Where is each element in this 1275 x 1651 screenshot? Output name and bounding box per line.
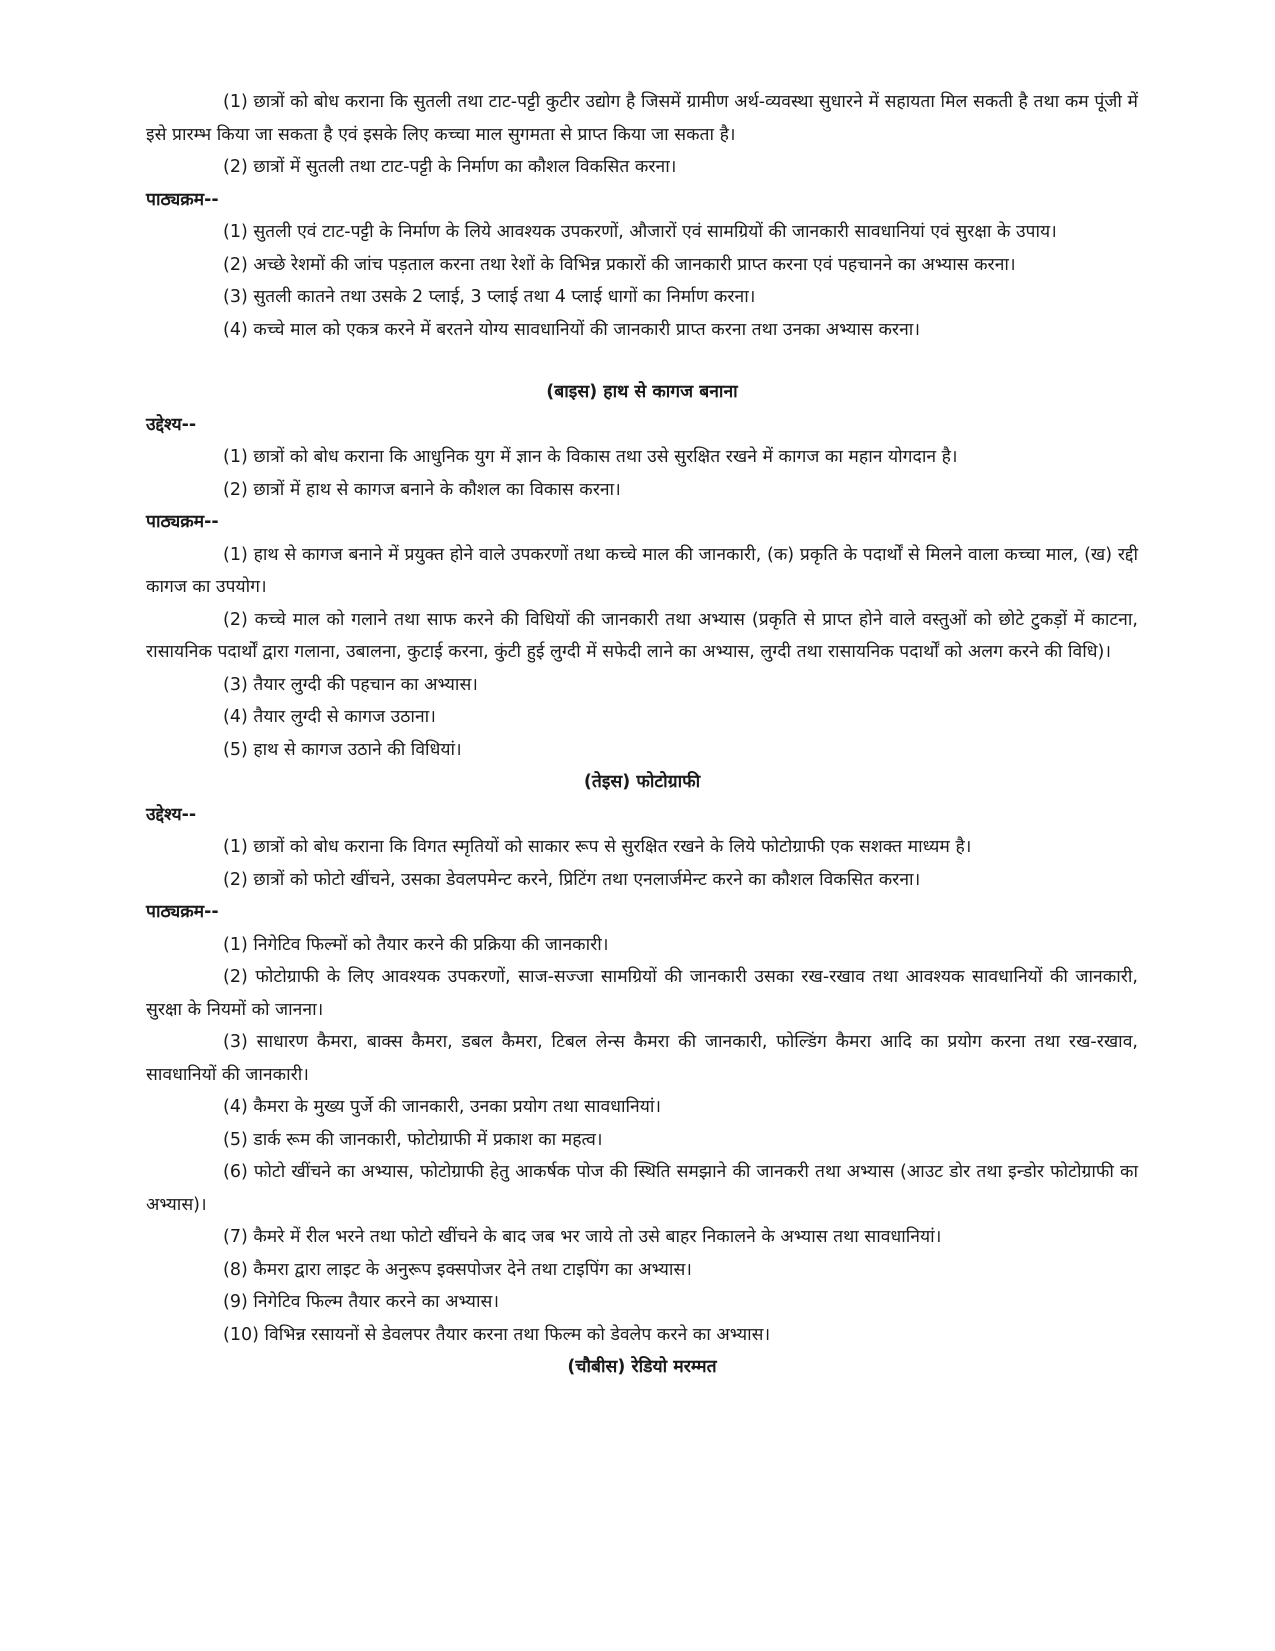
syllabus-label: पाठ्यक्रम-- [146,189,219,210]
section-spacer [146,346,1138,376]
syllabus-item: (3) सुतली कातने तथा उसके 2 प्लाई, 3 प्लाई तथा 4 प्लाई धागों का निर्माण करना। [223,287,756,307]
syllabus-item: (2) फोटोग्राफी के लिए आवश्यक उपकरणों, साज-सज्जा सामग्रियों की जानकारी उसका रख-रखाव तथा आवश्यक सावधानियों की जानकारी, सुरक्षा के नियमों को जानना। [146,967,1138,1020]
syllabus-item: (10) विभिन्न रसायनों से डेवलपर तैयार करना तथा फिल्म को डेवलेप करने का अभ्यास। [223,1324,771,1345]
objective-item: (1) छात्रों को बोध कराना कि आधुनिक युग में ज्ञान के विकास तथा उसे सुरक्षित रखने में कागज का महान योगदान है। [223,447,958,467]
objective-item: (2) छात्रों में हाथ से कागज बनाने के कौशल का विकास करना। [223,479,621,500]
syllabus-item: (9) निगेटिव फिल्म तैयार करने का अभ्यास। [223,1292,499,1312]
section-title: (तेइस) फोटोग्राफी [583,772,701,792]
syllabus-item: (2) कच्चे माल को गलाने तथा साफ करने की विधियों की जानकारी तथा अभ्यास (प्रकृति से प्राप्त होने वाले वस्तुओं को छोटे टुकड़ों में काटना, रासायनिक पदार्थों द्वारा गलाना, उबालना, कुटाई करना, कुंटी हुई लुग्दी में सफेदी लाने का अभ्यास, लुग्दी तथा रासायनिक पदार्थों को अलग करने की विधि)। [146,609,1138,662]
objective-item: (2) छात्रों को फोटो खींचने, उसका डेवलपमेन्ट करने, प्रिटिंग तथा एनलार्जमेन्ट करने का कौशल विकसित करना। [223,869,921,890]
syllabus-item: (4) तैयार लुग्दी से कागज उठाना। [223,707,436,727]
syllabus-item: (4) कैमरा के मुख्य पुर्जे की जानकारी, उनका प्रयोग तथा सावधानियां। [223,1097,662,1117]
syllabus-item: (5) डार्क रूम की जानकारी, फोटोग्राफी में प्रकाश का महत्व। [223,1129,603,1150]
syllabus-label: पाठ्यक्रम-- [146,512,219,532]
syllabus-item: (3) साधारण कैमरा, बाक्स कैमरा, डबल कैमरा, टिबल लेन्स कैमरा की जानकारी, फोल्डिंग कैमरा आदि का प्रयोग करना तथा रख-रखाव, सावधानियों की जानकारी। [146,1032,1138,1085]
objective-item: (1) छात्रों को बोध कराना कि विगत स्मृतियों को साकार रूप से सुरक्षित रखने के लिये फोटोग्राफी एक सशक्त माध्यम है। [223,837,972,857]
syllabus-item: (4) कच्चे माल को एकत्र करने में बरतने योग्य सावधानियों की जानकारी प्राप्त करना तथा उनका अभ्यास करना। [223,319,920,340]
syllabus-item: (1) निगेटिव फिल्मों को तैयार करने की प्रक्रिया की जानकारी। [223,934,609,955]
syllabus-label: पाठ्यक्रम-- [146,902,219,922]
syllabus-item: (8) कैमरा द्वारा लाइट के अनुरूप इक्सपोजर देने तथा टाइपिंग का अभ्यास। [223,1259,692,1280]
objectives-label: उद्देश्य-- [146,414,197,435]
syllabus-item: (1) हाथ से कागज बनाने में प्रयुक्त होने वाले उपकरणों तथा कच्चे माल की जानकारी, (क) प्रकृति के पदार्थों से मिलने वाला कच्चा माल, (ख) रद्दी कागज का उपयोग। [146,544,1138,597]
syllabus-item: (7) कैमरे में रील भरने तथा फोटो खींचने के बाद जब भर जाये तो उसे बाहर निकालने के अभ्यास तथा सावधानियां। [223,1227,942,1247]
section-title: (चौबीस) रेडियो मरम्मत [567,1357,717,1377]
objective-item: (2) छात्रों में सुतली तथा टाट-पट्टी के निर्माण का कौशल विकसित करना। [223,157,677,177]
syllabus-item: (2) अच्छे रेशमों की जांच पड़ताल करना तथा रेशों के विभिन्न प्रकारों की जानकारी प्राप्त करना एवं पहचानने का अभ्यास करना। [223,254,1016,275]
objectives-label: उद्देश्य-- [146,804,197,825]
objective-item: (1) छात्रों को बोध कराना कि सुतली तथा टाट-पट्टी कुटीर उद्योग है जिसमें ग्रामीण अर्थ-व्यवस्था सुधारने में सहायता मिल सकती है तथा कम पूंजी में इसे प्रारम्भ किया जा सकता है एवं इसके लिए कच्चा माल सुगमता से प्राप्त किया जा सकता है। [146,92,1138,145]
syllabus-item: (6) फोटो खींचने का अभ्यास, फोटोग्राफी हेतु आकर्षक पोज की स्थिति समझाने की जानकरी तथा अभ्यास (आउट डोर तथा इन्डोर फोटोग्राफी का अभ्यास)। [146,1162,1138,1215]
syllabus-item: (1) सुतली एवं टाट-पट्टी के निर्माण के लिये आवश्यक उपकरणों, औजारों एवं सामग्रियों की जानकारी सावधानियां एवं सुरक्षा के उपाय। [223,222,1057,242]
syllabus-item: (5) हाथ से कागज उठाने की विधियां। [223,739,462,760]
section-title: (बाइस) हाथ से कागज बनाना [546,382,738,402]
syllabus-item: (3) तैयार लुग्दी की पहचान का अभ्यास। [223,674,478,695]
document-page [146,86,1138,1384]
